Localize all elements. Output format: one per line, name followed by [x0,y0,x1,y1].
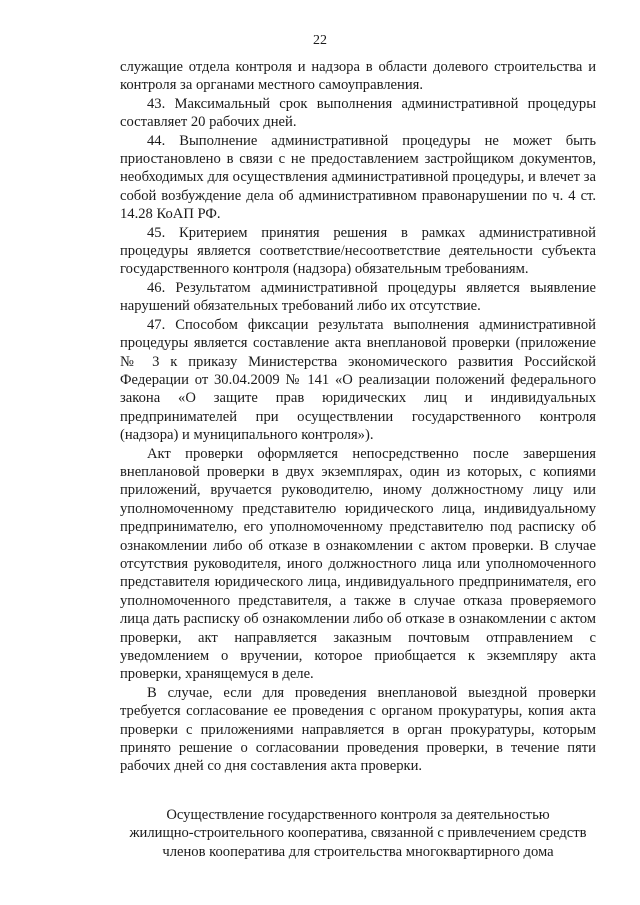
paragraph-45: 45. Критерием принятия решения в рамках административной процедуры является соответствие/несоответствие деятельности субъекта государственного контроля (надзора) обязательным требованиям. [120,224,596,278]
section-heading [120,806,596,861]
heading-line: членов кооператива для строительства многоквартирного дома [162,843,554,860]
paragraph-44: 44. Выполнение административной процедуры не может быть приостановлено в связи с не предоставлением застройщиком документов, необходимых для осуществления административной процедуры, и влечет за собой возбуждение дела об административном правонарушении по ч. 4 ст. 14.28 КоАП РФ. [120,132,596,223]
heading-line: Осуществление государственного контроля за деятельностью [166,806,550,823]
page-number: 22 [313,33,327,48]
heading-line: жилищно-строительного кооператива, связанной с привлечением средств [129,825,587,842]
paragraph-47: 47. Способом фиксации результата выполнения административной процедуры является составление акта внеплановой проверки (приложение № 3 к приказу Министерства экономического развития Российской Федерации от 30.04.2009 № 141 «О реализации положений федерального закона «О защите прав юридических лиц и индивидуальных предпринимателей при осуществлении государственного контроля (надзора) и муниципального контроля»). [120,316,596,444]
paragraph-46: 46. Результатом административной процедуры является выявление нарушений обязательных требований либо их отсутствие. [120,279,596,315]
paragraph-prosecutor: В случае, если для проведения внеплановой выездной проверки требуется согласование ее проведения с органом прокуратуры, копия акта проверки с приложениями направляется в орган прокуратуры, которым принято решение о согласовании проведения проверки, в течение пяти рабочих дней со дня составления акта проверки. [120,684,596,775]
document-body [120,58,596,861]
paragraph-43: 43. Максимальный срок выполнения административной процедуры составляет 20 рабочих дней. [120,95,596,131]
paragraph: служащие отдела контроля и надзора в области долевого строительства и контроля за органами местного самоуправления. [120,59,596,94]
paragraph-act: Акт проверки оформляется непосредственно после завершения внеплановой проверки в двух экземплярах, один из которых, с копиями приложений, вручается руководителю, иному должностному лицу или уполномоченному представителю юридического лица, индивидуальному предпринимателю, его уполномоченному представителю под расписку об ознакомлении либо об отказе в ознакомлении с актом проверки. В случае отсутствия руководителя, иного должностного лица или уполномоченного представителя юридического лица, индивидуального предпринимателя, его уполномоченного представителя, а также в случае отказа проверяемого лица дать расписку об ознакомлении либо об отказе в ознакомлении с актом проверки, акт направляется заказным почтовым отправлением с уведомлением о вручении, которое приобщается к экземпляру акта проверки, хранящемуся в деле. [120,445,596,683]
